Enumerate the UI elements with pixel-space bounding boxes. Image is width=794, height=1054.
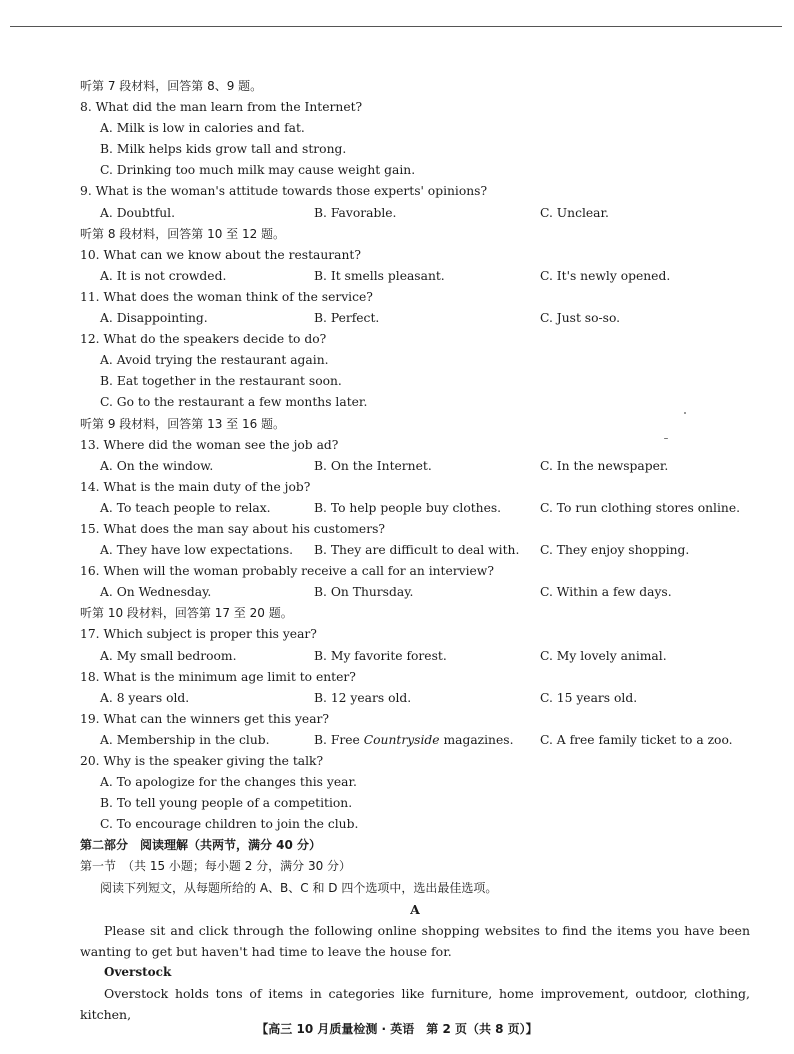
question-18-option-c: C. 15 years old. <box>540 690 638 705</box>
top-rule <box>10 26 782 27</box>
question-16-stem: 16. When will the woman probably receive a call for an interview? <box>80 564 494 579</box>
question-12-option-c: C. Go to the restaurant a few months later. <box>100 395 368 410</box>
question-17-stem: 17. Which subject is proper this year? <box>80 627 317 642</box>
question-10-option-c: C. It's newly opened. <box>540 268 671 283</box>
question-9-option-b: B. Favorable. <box>314 205 397 220</box>
section-heading-9: 听第 9 段材料，回答第 13 至 16 题。 <box>80 416 286 431</box>
section-heading-7: 听第 7 段材料，回答第 8、9 题。 <box>80 79 263 93</box>
question-15-option-a: A. They have low expectations. <box>100 543 294 558</box>
question-15-options <box>80 540 750 561</box>
section-heading-8: 听第 8 段材料，回答第 10 至 12 题。 <box>80 226 286 241</box>
question-20-stem: 20. Why is the speaker giving the talk? <box>80 754 324 768</box>
question-16-option-c: C. Within a few days. <box>540 585 672 600</box>
question-16-option-a: A. On Wednesday. <box>100 585 212 600</box>
question-20-option-c: C. To encourage children to join the club. <box>100 817 359 832</box>
question-18-stem: 18. What is the minimum age limit to enter? <box>80 669 356 684</box>
part-two-heading: 第二部分 阅读理解（共两节，满分 40 分） <box>80 838 322 853</box>
question-11-option-b: B. Perfect. <box>314 311 380 326</box>
page-footer: 【高三 10 月质量检测 · 英语 第 2 页（共 8 页）】 <box>256 1022 538 1036</box>
question-15-option-c: C. They enjoy shopping. <box>540 543 690 558</box>
question-8-option-a: A. Milk is low in calories and fat. <box>100 121 305 136</box>
question-15-option-b: B. They are difficult to deal with. <box>314 543 520 558</box>
question-18-option-a: A. 8 years old. <box>100 690 190 705</box>
exam-page <box>80 76 750 1025</box>
question-14-option-b: B. To help people buy clothes. <box>314 500 502 515</box>
scan-speck <box>664 438 668 439</box>
question-12-stem: 12. What do the speakers decide to do? <box>80 332 327 347</box>
question-17-options <box>80 646 750 667</box>
question-8-option-c: C. Drinking too much milk may cause weight gain. <box>100 163 416 178</box>
question-13-option-a: A. On the window. <box>100 458 214 473</box>
question-13-option-b: B. On the Internet. <box>314 458 432 473</box>
question-14-option-c: C. To run clothing stores online. <box>540 500 741 515</box>
question-18-option-b: B. 12 years old. <box>314 690 412 705</box>
section-heading-10: 听第 10 段材料，回答第 17 至 20 题。 <box>80 606 293 621</box>
question-9-stem: 9. What is the woman's attitude towards those experts' opinions? <box>80 184 488 199</box>
scan-speck <box>684 412 686 414</box>
question-13-options <box>80 456 750 477</box>
question-17-option-a: A. My small bedroom. <box>100 648 237 663</box>
question-11-option-a: A. Disappointing. <box>100 311 208 326</box>
question-19-option-b <box>314 730 513 751</box>
question-19-option-a: A. Membership in the club. <box>100 732 270 747</box>
question-11-options <box>80 308 750 329</box>
question-17-option-b: B. My favorite forest. <box>314 648 447 663</box>
overstock-heading: Overstock <box>104 964 172 979</box>
overstock-paragraph: Overstock holds tons of items in categories like furniture, home improvement, outdoor, clothing, kitchen, <box>80 985 750 1022</box>
question-19-option-b-suffix: magazines. <box>439 732 514 747</box>
question-11-stem: 11. What does the woman think of the service? <box>80 289 373 304</box>
question-12-option-b: B. Eat together in the restaurant soon. <box>100 374 342 389</box>
question-13-option-c: C. In the newspaper. <box>540 458 669 473</box>
question-20-option-a: A. To apologize for the changes this year. <box>100 775 357 790</box>
question-8-stem: 8. What did the man learn from the Internet? <box>80 100 363 115</box>
passage-label: A <box>410 901 420 917</box>
question-14-option-a: A. To teach people to relax. <box>100 500 271 515</box>
question-10-stem: 10. What can we know about the restaurant? <box>80 247 361 262</box>
question-10-option-a: A. It is not crowded. <box>100 268 227 283</box>
question-19-option-c: C. A free family ticket to a zoo. <box>540 732 733 747</box>
question-19-options <box>80 730 750 751</box>
question-19-option-b-prefix: B. Free <box>314 732 364 747</box>
question-13-stem: 13. Where did the woman see the job ad? <box>80 437 339 452</box>
question-16-option-b: B. On Thursday. <box>314 585 414 600</box>
question-20-option-b: B. To tell young people of a competition. <box>100 796 353 811</box>
question-10-options <box>80 266 750 287</box>
question-18-options <box>80 688 750 709</box>
question-8-option-b: B. Milk helps kids grow tall and strong. <box>100 142 347 157</box>
question-15-stem: 15. What does the man say about his customers? <box>80 521 385 536</box>
question-14-options <box>80 498 750 519</box>
question-9-option-a: A. Doubtful. <box>100 205 176 220</box>
question-10-option-b: B. It smells pleasant. <box>314 268 445 283</box>
passage-intro: Please sit and click through the following online shopping websites to find the items you have been wanting to get but haven't had time to leave the house for. <box>80 922 750 959</box>
question-11-option-c: C. Just so-so. <box>540 311 621 326</box>
question-19-stem: 19. What can the winners get this year? <box>80 711 330 726</box>
question-17-option-c: C. My lovely animal. <box>540 648 667 663</box>
reading-instruction: 阅读下列短文，从每题所给的 A、B、C 和 D 四个选项中，选出最佳选项。 <box>100 880 498 895</box>
magazine-title: Countryside <box>363 732 440 747</box>
question-9-options <box>80 203 750 224</box>
question-14-stem: 14. What is the main duty of the job? <box>80 479 311 494</box>
question-16-options <box>80 582 750 603</box>
section-one-heading: 第一节 （共 15 小题；每小题 2 分，满分 30 分） <box>80 859 352 874</box>
question-9-option-c: C. Unclear. <box>540 205 609 220</box>
question-12-option-a: A. Avoid trying the restaurant again. <box>100 353 329 368</box>
